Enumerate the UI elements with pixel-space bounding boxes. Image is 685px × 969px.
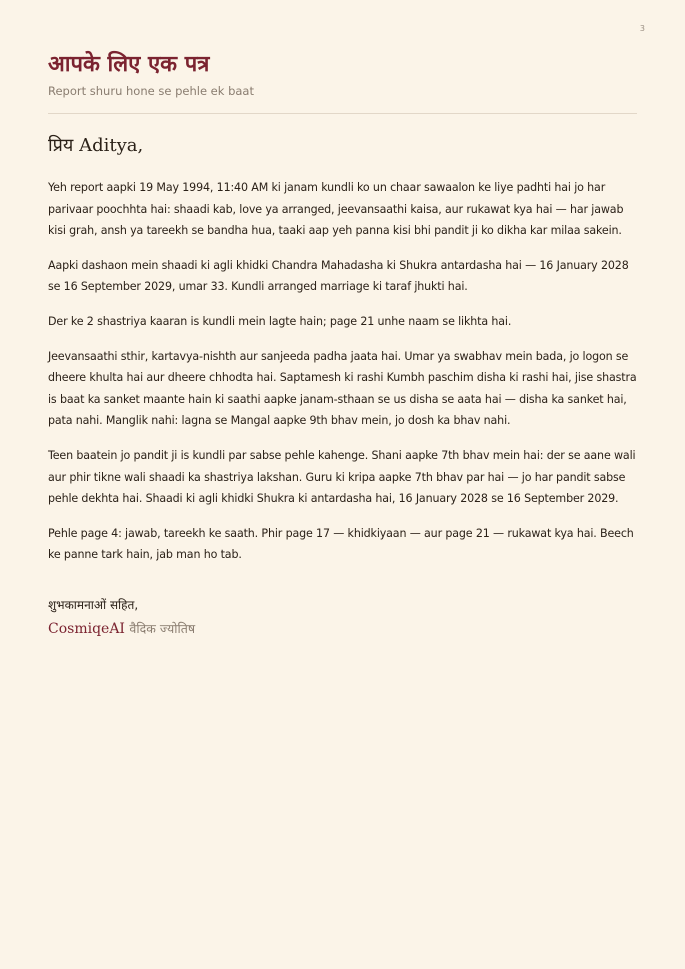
letter-paragraph: Teen baatein jo pandit ji is kundli par sabse pehle kahenge. Shani aapke 7th bhav mein hai: der se aane wali aur phir tikne wali shaadi ka shastriya lakshan. Guru ki kripa aapke 7th bhav par hai — jo har pandit sabse pehle dekhta hai. Shaadi ki agli khidki Shukra ki antardasha hai, 16 January 2028 se 16 September 2029.	[48, 448, 636, 506]
letter-body	[48, 177, 640, 579]
signature-brand: CosmiqeAI	[48, 621, 125, 637]
page-title: आपके लिए एक पत्र	[48, 51, 210, 77]
letter-closing	[48, 596, 195, 639]
letter-greeting: प्रिय Aditya,	[48, 135, 144, 156]
page-number: 3	[639, 24, 645, 33]
letter-paragraph: Aapki dashaon mein shaadi ki agli khidki Chandra Mahadasha ki Shukra antardasha hai — 16 January 2028 se 16 September 2029, umar 33. Kundli arranged marriage ki taraf jhukti hai.	[48, 258, 629, 294]
closing-regards: शुभकामनाओं सहित,	[48, 598, 139, 612]
letter-paragraph: Pehle page 4: jawab, tareekh ke saath. Phir page 17 — khidkiyaan — aur page 21 — rukawat kya hai. Beech ke panne tark hain, jab man ho tab.	[48, 526, 634, 562]
letter-header	[48, 50, 637, 98]
letter-paragraph: Der ke 2 shastriya kaaran is kundli mein lagte hain; page 21 unhe naam se likhta hai.	[48, 314, 512, 328]
letter-paragraph: Jeevansaathi sthir, kartavya-nishth aur sanjeeda padha jaata hai. Umar ya swabhav mein bada, jo logon se dheere khulta hai aur dheere chhodta hai. Saptamesh ki rashi Kumbh paschim disha ki rashi hai, jise shastra is baat ka sanket maante hain ki saathi aapke janam-sthaan se us disha se aata hai — disha ka sanket hai, pata nahi. Manglik nahi: lagna se Mangal aapke 9th bhav mein, jo dosh ka bhav nahi.	[48, 349, 637, 428]
signature	[48, 619, 195, 639]
letter-paragraph: Yeh report aapki 19 May 1994, 11:40 AM ki janam kundli ko un chaar sawaalon ke liye padhti hai jo har parivaar poochhta hai: shaadi kab, love ya arranged, jeevansaathi kaisa, aur rukawat kya hai — har jawab kisi grah, ansh ya tareekh se bandha hua, taaki aap yeh panna kisi bhi pandit ji ko dikha kar milaa sakein.	[48, 181, 624, 238]
page-subtitle: Report shuru hone se pehle ek baat	[48, 84, 254, 98]
signature-tagline: वैदिक ज्योतिष	[129, 621, 196, 636]
header-divider	[48, 113, 637, 114]
